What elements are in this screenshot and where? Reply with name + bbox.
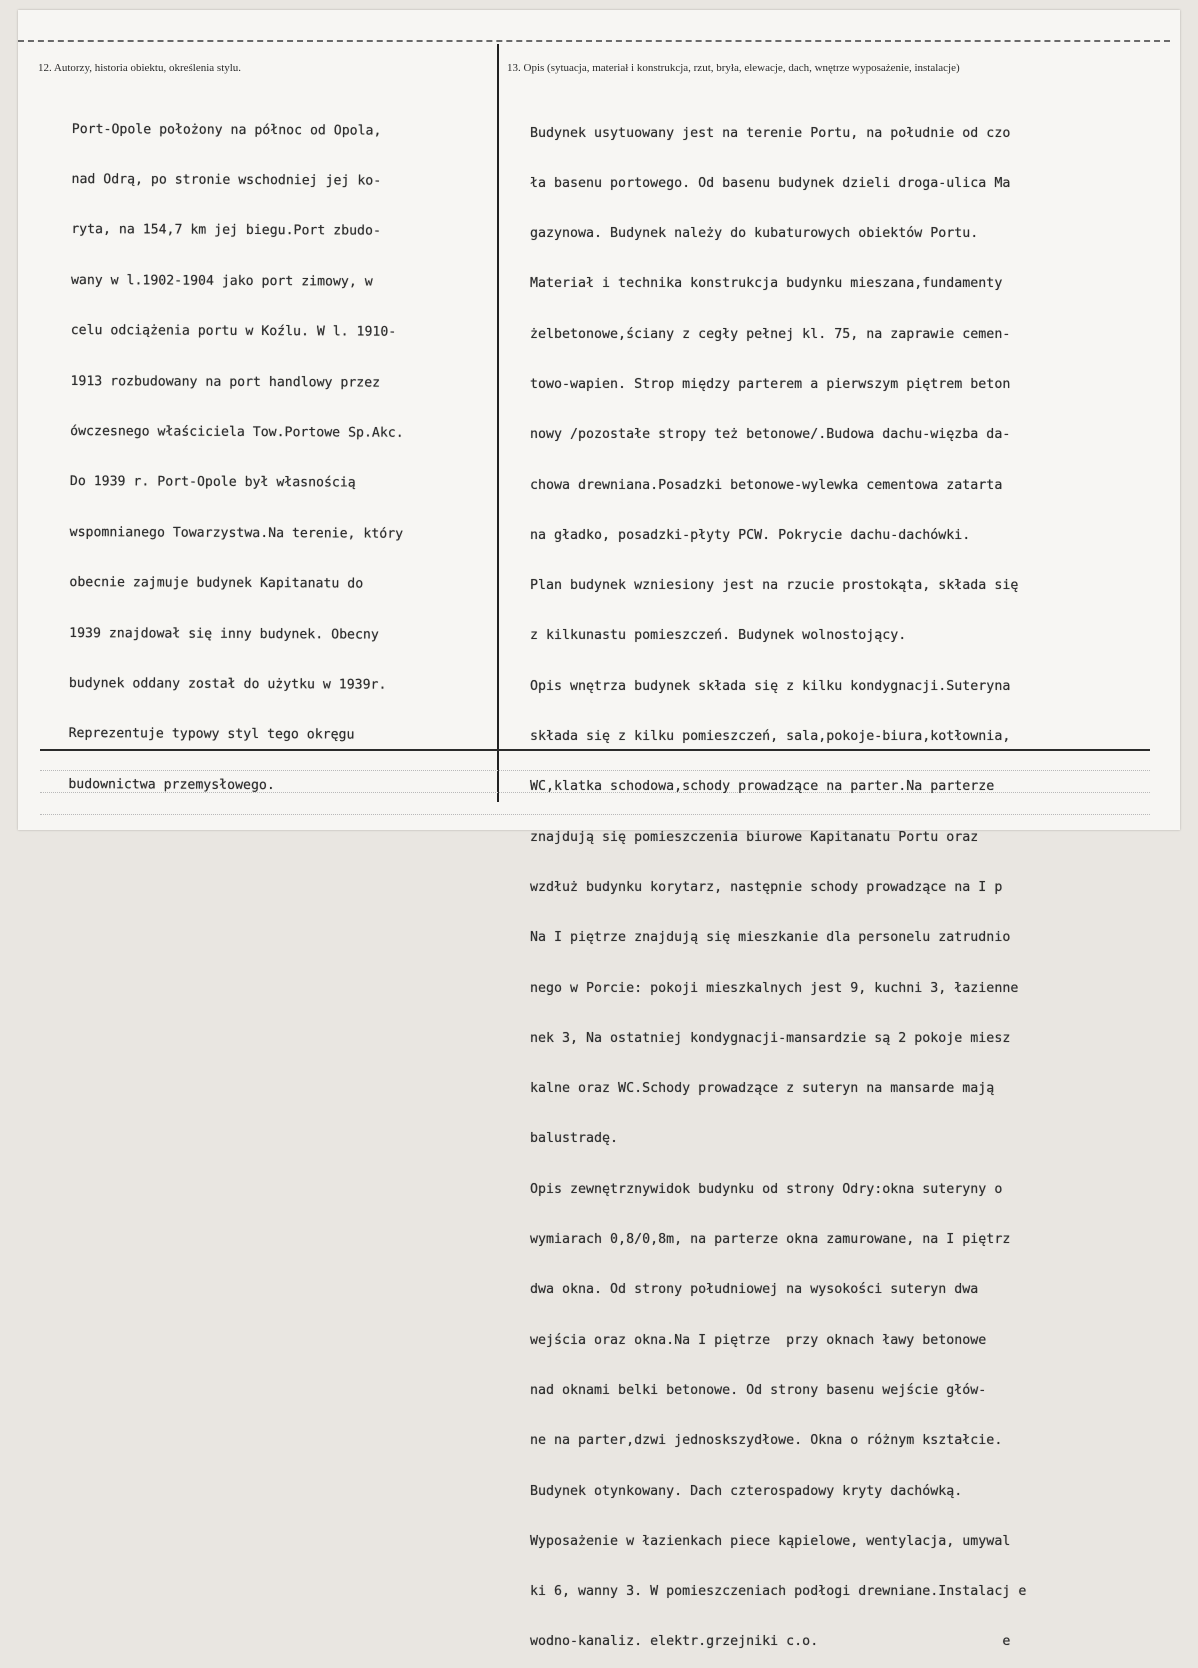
text-line: budownictwa przemysłowego. bbox=[68, 776, 275, 793]
section-13-heading: 13. Opis (sytuacja, materiał i konstrukcja, rzut, bryła, elewacje, dach, wnętrze wyposażenie, instalacje) bbox=[507, 62, 960, 74]
text-line: nad Odrą, po stronie wschodniej jej ko- bbox=[71, 171, 382, 189]
text-line: wzdłuż budynku korytarz, następnie schody prowadzące na I p bbox=[530, 879, 1003, 895]
text-line: 1913 rozbudowany na port handlowy przez bbox=[70, 373, 381, 391]
text-line: z kilkunastu pomieszczeń. Budynek wolnostojący. bbox=[530, 628, 907, 644]
text-line: Opis wnętrza budynek składa się z kilku kondygnacji.Suteryna bbox=[530, 678, 1011, 694]
text-line: Na I piętrze znajdują się mieszkanie dla personelu zatrudnio bbox=[530, 930, 1011, 946]
section-12-heading: 12. Autorzy, historia obiektu, określenia stylu. bbox=[38, 62, 242, 74]
text-line: nek 3, Na ostatniej kondygnacji-mansardzie są 2 pokoje miesz bbox=[530, 1030, 1011, 1046]
text-line: celu odciążenia portu w Koźlu. W l. 1910- bbox=[70, 323, 397, 340]
text-line: ryta, na 154,7 km jej biegu.Port zbudo- bbox=[71, 222, 381, 239]
text-line: wspomnianego Towarzystwa.Na terenie, który bbox=[69, 524, 404, 542]
text-line: nowy /pozostałe stropy też betonowe/.Budowa dachu-więzba da- bbox=[530, 427, 1011, 443]
top-dashed-rule bbox=[18, 40, 1170, 42]
section-12-text bbox=[68, 88, 405, 812]
text-line: gazynowa. Budynek należy do kubaturowych obiektów Portu. bbox=[530, 226, 979, 242]
text-line: Budynek otynkowany. Dach czterospadowy kryty dachówką. bbox=[530, 1483, 963, 1499]
text-line: towo-wapien. Strop między parterem a pierwszym piętrem beton bbox=[530, 376, 1011, 392]
text-line: obecnie zajmuje budynek Kapitanatu do bbox=[69, 575, 364, 592]
text-line: Do 1939 r. Port-Opole był własnością bbox=[69, 474, 356, 491]
text-line: wany w l.1902-1904 jako port zimowy, w bbox=[70, 272, 373, 290]
section-13-text bbox=[530, 92, 1026, 1668]
text-line: nego w Porcie: pokoji mieszkalnych jest 9, kuchni 3, łazienne bbox=[530, 980, 1019, 996]
text-line: na gładko, posadzki-płyty PCW. Pokrycie dachu-dachówki. bbox=[530, 527, 971, 543]
text-line: budynek oddany został do użytku w 1939r. bbox=[68, 675, 387, 693]
text-line: Wyposażenie w łazienkach piece kąpielowe, wentylacja, umywal bbox=[530, 1533, 1011, 1549]
text-line: kalne oraz WC.Schody prowadzące z suteryn na mansarde mają bbox=[530, 1081, 995, 1097]
text-line: 1939 znajdował się inny budynek. Obecny bbox=[69, 625, 379, 643]
text-line: balustradę. bbox=[530, 1131, 619, 1147]
text-line: Plan budynek wzniesiony jest na rzucie prostokąta, składa się bbox=[530, 578, 1019, 594]
text-line: Port-Opole położony na północ od Opola, bbox=[71, 121, 382, 139]
text-line: ówczesnego właściciela Tow.Portowe Sp.Akc. bbox=[70, 423, 404, 441]
text-line: ne na parter,dzwi jednoskszydłowe. Okna o różnym kształcie. bbox=[530, 1433, 1003, 1449]
text-line: ła basenu portowego. Od basenu budynek dzieli droga-ulica Ma bbox=[530, 175, 1011, 191]
text-line: wymiarach 0,8/0,8m, na parterze okna zamurowane, na I piętrz bbox=[530, 1232, 1011, 1248]
text-line: chowa drewniana.Posadzki betonowe-wylewka cementowa zatarta bbox=[530, 477, 1003, 493]
text-line: żelbetonowe,ściany z cegły pełnej kl. 75, na zaprawie cemen- bbox=[530, 326, 1011, 342]
text-line: znajdują się pomieszczenia biurowe Kapitanatu Portu oraz bbox=[530, 829, 979, 845]
text-line: składa się z kilku pomieszczeń, sala,pokoje-biura,kotłownia, bbox=[530, 729, 1011, 745]
column-divider bbox=[497, 44, 499, 802]
text-line: dwa okna. Od strony południowej na wysokości suteryn dwa bbox=[530, 1282, 979, 1298]
text-line: ki 6, wanny 3. W pomieszczeniach podłogi drewniane.Instalacj e bbox=[530, 1584, 1027, 1600]
text-line: wodno-kanaliz. elektr.grzejniki c.o. e bbox=[530, 1634, 1011, 1650]
text-line: Materiał i technika konstrukcja budynku mieszana,fundamenty bbox=[530, 276, 1003, 292]
text-line: Opis zewnętrznywidok budynku od strony Odry:okna suteryny o bbox=[530, 1181, 1003, 1197]
text-line: nad oknami belki betonowe. Od strony basenu wejście głów- bbox=[530, 1382, 987, 1398]
text-line: WC,klatka schodowa,schody prowadzące na parter.Na parterze bbox=[530, 779, 995, 795]
text-line: Reprezentuje typowy styl tego okręgu bbox=[68, 726, 355, 743]
text-line: Budynek usytuowany jest na terenie Portu, na południe od czo bbox=[530, 125, 1011, 141]
text-line: wejścia oraz okna.Na I piętrze przy oknach ławy betonowe bbox=[530, 1332, 987, 1348]
